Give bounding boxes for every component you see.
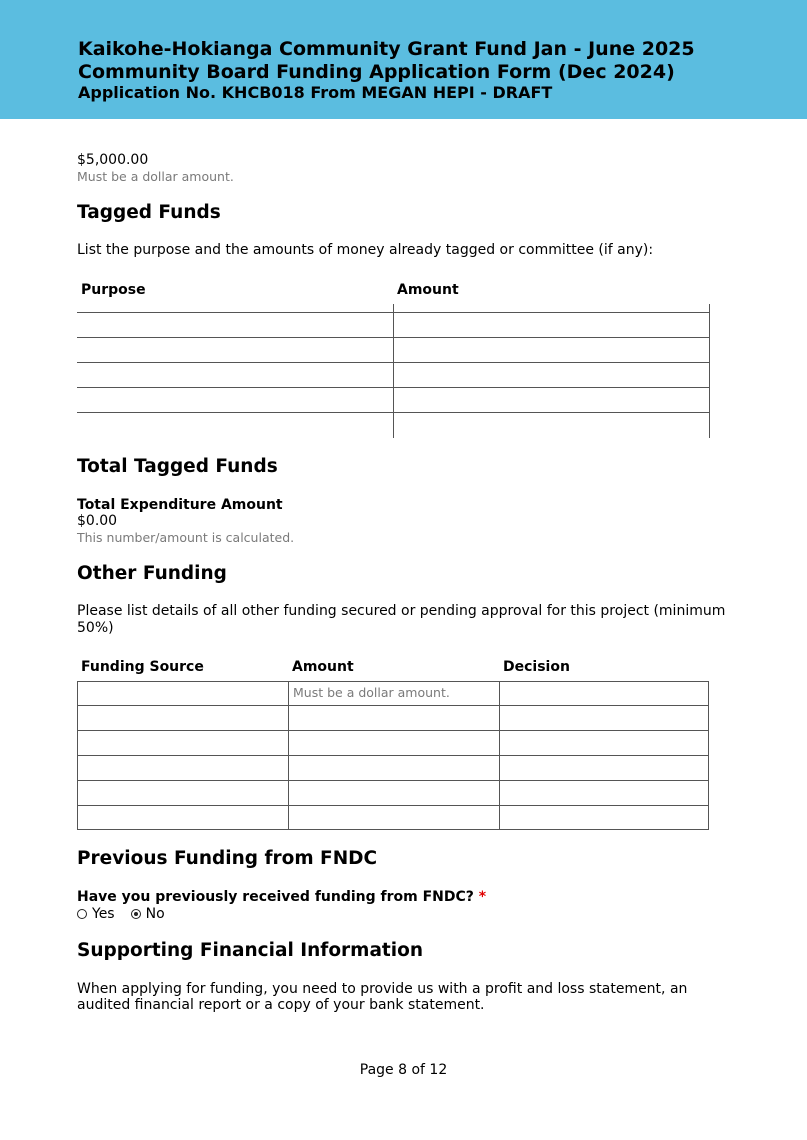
supporting-financial-text-1: When applying for funding, you need to provide us with a profit and loss statement, an [77, 981, 688, 997]
other-funding-heading: Other Funding [77, 563, 227, 584]
other-col-amount: Amount [292, 659, 354, 675]
form-title-line1: Kaikohe-Hokianga Community Grant Fund Jan - June 2025 [78, 38, 695, 60]
radio-yes-label: Yes [92, 906, 115, 922]
previous-funding-question-text: Have you previously received funding from FNDC? [77, 889, 474, 905]
form-title-line2: Community Board Funding Application Form (Dec 2024) [78, 61, 675, 83]
previous-funding-question [77, 889, 486, 906]
other-col-funding-source: Funding Source [81, 659, 204, 675]
table-divider [709, 304, 710, 438]
page-number: Page 8 of 12 [359, 1062, 448, 1078]
radio-yes[interactable] [77, 909, 87, 919]
page-header [0, 0, 807, 119]
other-col-decision: Decision [503, 659, 570, 675]
tagged-col-amount: Amount [397, 282, 459, 298]
radio-no[interactable] [131, 909, 141, 919]
total-tagged-funds-heading: Total Tagged Funds [77, 456, 278, 477]
table-divider [393, 304, 394, 438]
table-row-line [78, 730, 708, 731]
total-expenditure-value: $0.00 [77, 513, 118, 529]
table-row-line [78, 805, 708, 806]
total-expenditure-label: Total Expenditure Amount [77, 497, 283, 513]
requested-amount-value: $5,000.00 [77, 152, 149, 168]
tagged-funds-heading: Tagged Funds [77, 202, 221, 223]
radio-no-label: No [145, 906, 165, 922]
tagged-col-purpose: Purpose [81, 282, 146, 298]
previous-funding-heading: Previous Funding from FNDC [77, 848, 378, 869]
table-row-line [78, 780, 708, 781]
tagged-funds-table [77, 304, 710, 438]
tagged-funds-description: List the purpose and the amounts of money already tagged or committee (if any): [77, 242, 654, 258]
table-row-line [78, 705, 708, 706]
other-funding-description-2: 50%) [77, 620, 114, 636]
table-row-line [78, 755, 708, 756]
required-marker: * [478, 889, 487, 905]
requested-amount-hint: Must be a dollar amount. [77, 169, 234, 184]
table-row-line [77, 362, 710, 363]
previous-funding-radio-group [77, 906, 165, 922]
table-row-line [77, 412, 710, 413]
other-funding-table [77, 681, 709, 830]
table-row-line [77, 337, 710, 338]
table-row-line [77, 387, 710, 388]
other-funding-description-1: Please list details of all other funding secured or pending approval for this project (minimum [77, 603, 726, 619]
supporting-financial-heading: Supporting Financial Information [77, 940, 423, 961]
table-row-line [77, 312, 710, 313]
supporting-financial-text-2: audited financial report or a copy of your bank statement. [77, 997, 485, 1013]
application-number: Application No. KHCB018 From MEGAN HEPI - DRAFT [78, 83, 553, 102]
total-expenditure-hint: This number/amount is calculated. [77, 530, 295, 545]
amount-cell-hint: Must be a dollar amount. [293, 685, 450, 700]
